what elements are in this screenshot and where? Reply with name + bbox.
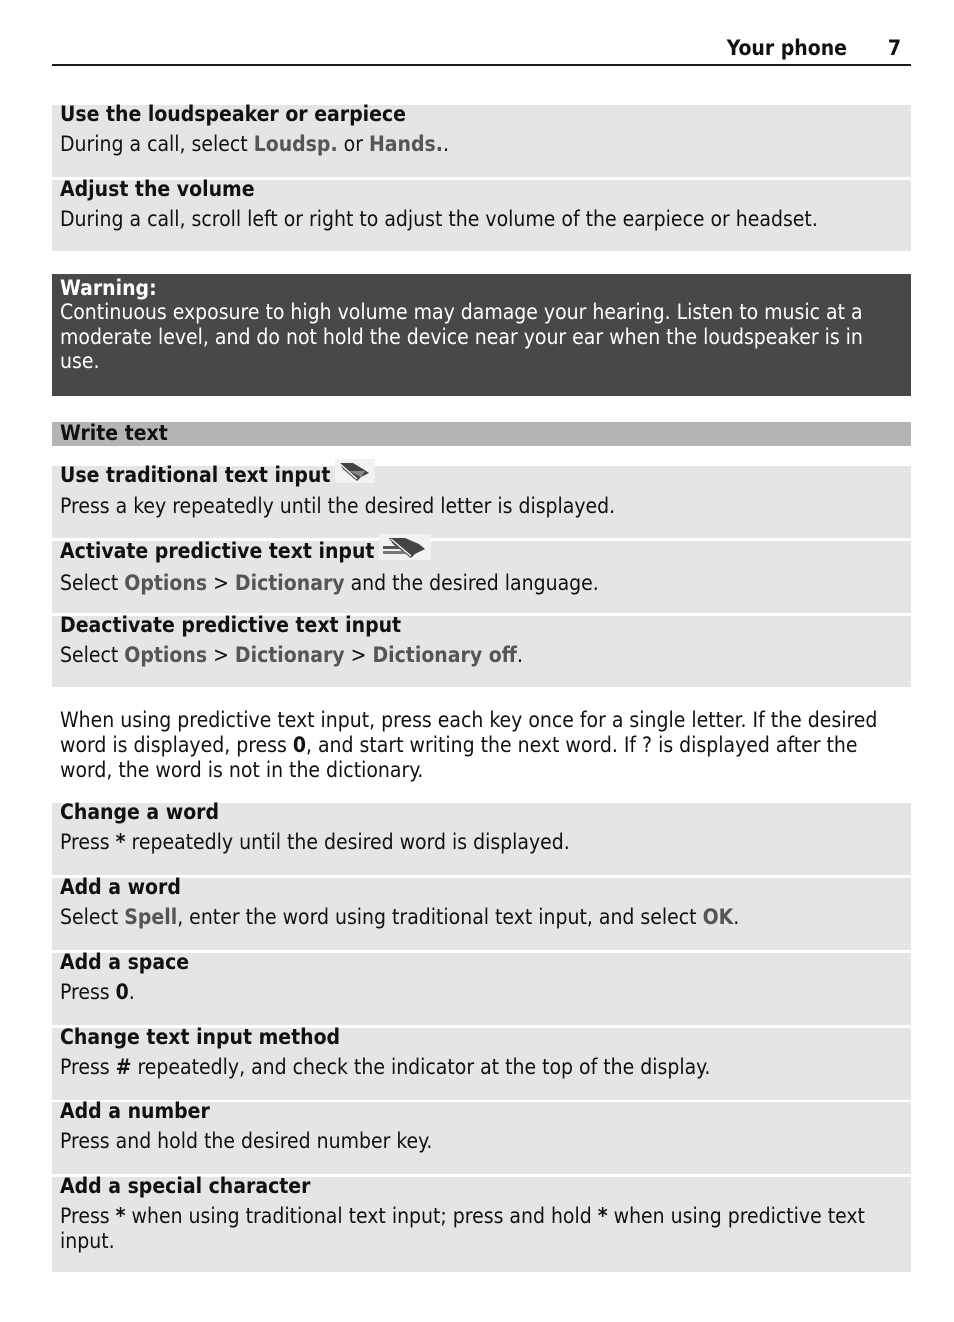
text-run: and the desired language.	[344, 571, 599, 595]
row-body	[60, 494, 903, 519]
row-heading: Adjust the volume	[60, 177, 255, 201]
info-row	[52, 541, 911, 613]
row-body	[60, 905, 903, 930]
row-heading	[60, 538, 903, 566]
info-row	[52, 1025, 911, 1100]
text-run: repeatedly, and check the indicator at the top of the display.	[131, 1055, 711, 1079]
row-heading-text: Activate predictive text input	[60, 539, 375, 563]
row-heading: Add a number	[60, 1099, 210, 1123]
page-number: 7	[887, 36, 901, 60]
text-run: During a call, scroll left or right to adjust the volume of the earpiece or headset.	[60, 207, 818, 231]
key-label: #	[115, 1055, 132, 1079]
text-run: Press	[60, 1055, 116, 1079]
text-run: Press and hold the desired number key.	[60, 1129, 433, 1153]
text-run: >	[207, 571, 235, 595]
row-heading	[60, 463, 903, 489]
text-run: Select	[60, 643, 125, 667]
key-label: *	[115, 1204, 126, 1228]
text-run: , enter the word using traditional text input, and select	[177, 905, 703, 929]
section-title: Write text	[52, 422, 911, 446]
text-run: >	[207, 643, 235, 667]
key-label: 0	[115, 980, 129, 1004]
text-run: .	[517, 643, 523, 667]
menu-term: Dictionary off	[372, 643, 517, 667]
predictive-input-icon	[379, 534, 431, 566]
info-row	[52, 102, 911, 177]
body-paragraph	[60, 708, 910, 783]
info-row	[52, 1174, 911, 1272]
info-row	[52, 463, 911, 538]
text-run: Press a key repeatedly until the desired letter is displayed.	[60, 494, 616, 518]
key-label: *	[115, 830, 126, 854]
text-run: .	[442, 132, 449, 156]
text-run: >	[344, 643, 373, 667]
key-label: 0	[292, 733, 306, 757]
menu-term: Dictionary	[234, 643, 345, 667]
text-run: When using predictive text input, press each key once for a single letter. If the desired word is displayed, press	[60, 708, 878, 757]
info-row	[52, 1099, 911, 1174]
info-row	[52, 177, 911, 251]
text-run: repeatedly until the desired word is displayed.	[125, 830, 570, 854]
row-body	[60, 643, 903, 668]
row-heading: Change text input method	[60, 1025, 341, 1049]
text-run: when using predictive text input.	[60, 1204, 865, 1253]
menu-term: Spell	[124, 905, 178, 929]
row-heading: Change a word	[60, 800, 220, 824]
row-heading-text: Use traditional text input	[60, 463, 331, 487]
row-body	[60, 1204, 903, 1254]
row-heading: Add a special character	[60, 1174, 311, 1198]
menu-term: Options	[124, 571, 208, 595]
text-run: or	[337, 132, 369, 156]
menu-term: Dictionary	[234, 571, 345, 595]
key-label: *	[597, 1204, 608, 1228]
info-row	[52, 950, 911, 1025]
row-body	[60, 132, 903, 157]
text-run: .	[733, 905, 740, 929]
menu-term: Hands.	[368, 132, 443, 156]
text-run: when using traditional text input; press and hold	[125, 1204, 598, 1228]
header-title: Your phone	[726, 36, 847, 60]
text-run: , and start writing the next word. If ? is displayed after the word, the word is not in the dictionary.	[60, 733, 858, 782]
traditional-input-icon	[335, 459, 375, 489]
info-row	[52, 800, 911, 875]
text-run: Select	[60, 905, 125, 929]
text-run: During a call, select	[60, 132, 254, 156]
menu-term: Options	[124, 643, 208, 667]
row-heading: Deactivate predictive text input	[60, 613, 402, 637]
warning-title: Warning:	[60, 276, 157, 300]
row-body	[60, 571, 903, 596]
menu-term: OK	[702, 905, 734, 929]
page-header	[52, 33, 911, 66]
row-body	[60, 1129, 903, 1154]
row-heading: Add a word	[60, 875, 181, 899]
text-run: Press	[60, 1204, 116, 1228]
warning-box	[52, 274, 911, 396]
row-body	[60, 207, 903, 232]
text-run: Press	[60, 980, 116, 1004]
info-row	[52, 875, 911, 950]
text-run: .	[128, 980, 135, 1004]
text-run: Select	[60, 571, 125, 595]
menu-term: Loudsp.	[253, 132, 338, 156]
row-body	[60, 830, 903, 855]
warning-text: Continuous exposure to high volume may damage your hearing. Listen to music at a moderate level, and do not hold the device near your ear when the loudspeaker is in use.	[60, 300, 863, 373]
text-run: Press	[60, 830, 116, 854]
info-row	[52, 613, 911, 687]
row-body	[60, 1055, 903, 1080]
row-body	[60, 980, 903, 1005]
row-heading: Use the loudspeaker or earpiece	[60, 102, 406, 126]
row-heading: Add a space	[60, 950, 190, 974]
